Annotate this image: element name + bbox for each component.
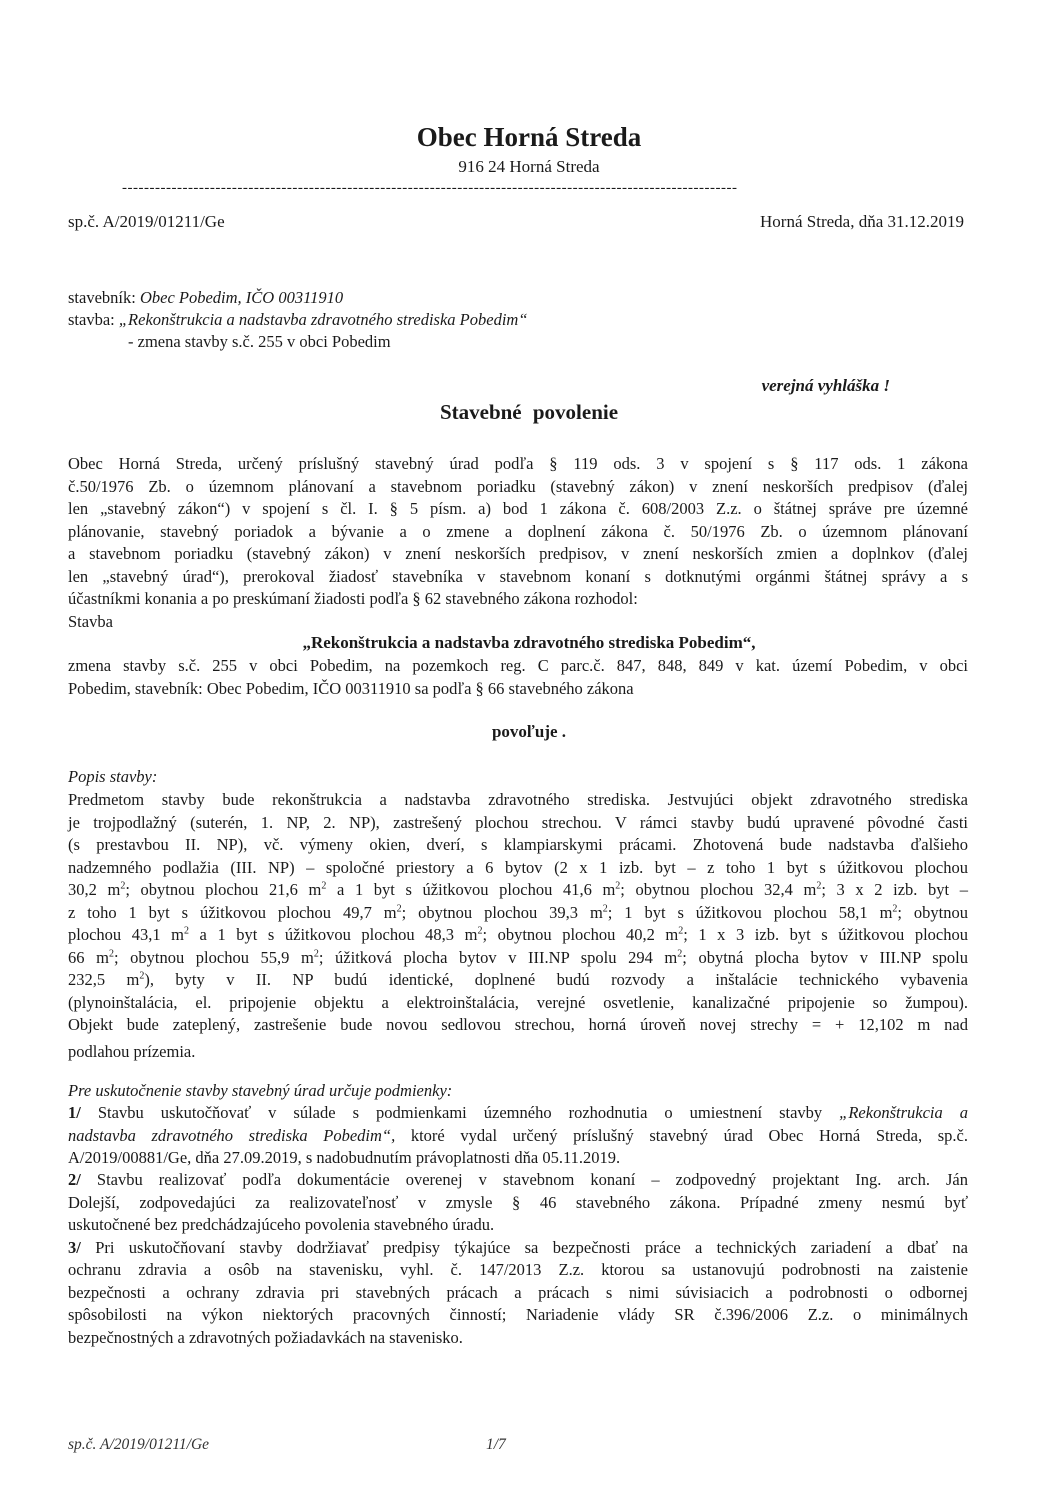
description-line-8: 66 $m^2$; obytnou plochou 55,9 $m^2$; úžitková plocha bytov v III.NP spolu 294 $m^2$; obytná plocha bytov v III.NP spolu [68,947,968,967]
public-notice: verejná vyhláška ! [761,376,890,395]
building-note: - zmena stavby s.č. 255 v obci Pobedim [128,332,391,351]
description-line-3: (s prestavbou II. NP), vč. výmeny okien, dverí, s klampiarskymi prácami. Zhotovená bude nadstavba ďalšieho [68,835,968,854]
description-line-2: je trojpodlažný (suterén, 1. NP, 2. NP), zastrešený plochou strechou. V rámci stavby budú upravené pôvodné časti [68,812,968,832]
condition-3-line-5: bezpečnostných a zdravotných požiadavkách na stavenisko. [68,1328,463,1347]
description-heading: Popis stavby: [68,767,158,786]
condition-2-line-3: uskutočnené bez predchádzajúceho povolenia stavebného úradu. [68,1215,495,1234]
footer-page-number: 1/7 [486,1436,506,1453]
description-line-9: 232,5 $m^2$), byty v II. NP budú identické, doplnené budú rozvody a inštalácie technického vybavenia [68,970,968,989]
condition-3-number: 3/ [68,1238,81,1257]
reference-number: sp.č. A/2019/01211/Ge [68,212,225,231]
building-line [68,310,528,330]
intro-line-1: Obec Horná Streda, určený príslušný stavebný úrad podľa § 119 ods. 3 v spojení s § 117 ods. 1 zákona [68,454,968,473]
document-heading: Stavebné povolenie [439,400,619,424]
description-line-11: Objekt bude zateplený, zastrešenie bude novou sedlovou strechou, horná úroveň novej strechy = + 12,102 m nad [68,1015,968,1034]
condition-2-line-1 [68,1170,968,1190]
description-line-1: Predmetom stavby bude rekonštrukcia a nadstavba zdravotného strediska. Jestvujúci objekt zdravotného strediska [68,790,968,809]
description-line-10: (plynoinštalácia, el. pripojenie objektu a elektroinštalácia, verejné osvetlenie, kanalizačné pripojenie so žumpou). [68,992,968,1012]
municipality-address: 916 24 Horná Streda [458,157,600,176]
building-value: „Rekonštrukcia a nadstavba zdravotného strediska Pobedim“ [118,310,528,329]
intro-line-5: a stavebnom poriadku (stavebný zákon) v znení neskorších predpisov, v znení neskorších zmien a doplnkov (ďalej [68,544,968,563]
project-name: „Rekonštrukcia a nadstavba zdravotného strediska Pobedim“, [302,633,756,652]
condition-1-project-b: nadstavba zdravotného strediska Pobedim“, [68,1126,396,1145]
intro-line-2: č.50/1976 Zb. o územnom plánovaní a stavebnom poriadku (stavebný zákon) v znení neskorších predpisov (ďalej [68,476,968,496]
building-label: stavba: [68,310,119,329]
project-line-1: zmena stavby s.č. 255 v obci Pobedim, na pozemkoch reg. C parc.č. 847, 848, 849 v kat. území Pobedim, v obci [68,656,968,675]
condition-1-text-a: Stavbu uskutočňovať v súlade s podmienkami územného rozhodnutia o umiestnení stavby [80,1103,840,1122]
description-last-line: podlahou prízemia. [68,1042,196,1061]
condition-3-line-2: ochranu zdravia a osôb na stavenisku, vyhl. č. 147/2013 Z.z. ktorou sa ustanovujú podrobnosti na zaistenie [68,1260,968,1279]
condition-1-project-a: „Rekonštrukcia a [839,1103,968,1122]
condition-3-line-4: spôsobilosti na výkon niektorých pracovných činností; Nariadenie vlády SR č.396/2006 Z.z. o minimálnych [68,1305,968,1324]
condition-1-line-1 [68,1103,968,1123]
condition-2-number: 2/ [68,1170,81,1189]
builder-label: stavebník: [68,288,140,307]
description-line-4: nadzemného podlažia (III. NP) – spoločné priestory a 6 bytov (2 x 1 izb. byt – z toho 1 byt s úžitkovou plochou [68,857,968,877]
condition-3-line-3: bezpečnosti a ochrany zdravia pri stavebných prácach a prácach s nimi súvisiacich a podrobnosti o odbornej [68,1283,968,1302]
description-line-5: 30,2 $m^2$; obytnou plochou 21,6 $m^2$ a 1 byt s úžitkovou plochou 41,6 $m^2$; obytnou plochou 32,4 $m^2$; 3 x 2 izb. byt – [68,880,968,899]
footer-reference: sp.č. A/2019/01211/Ge [68,1436,210,1453]
description-line-7: plochou 43,1 $m^2$ a 1 byt s úžitkovou plochou 48,3 $m^2$; obytnou plochou 40,2 $m^2$; 1 x 3 izb. byt s úžitkovou plochou [68,925,968,944]
intro-line-4: plánovanie, stavebný poriadok a bývanie a o zmene a doplnení zákona č. 50/1976 Zb. o územnom plánovaní [68,521,968,541]
project-line-2: Pobedim, stavebník: Obec Pobedim, IČO 00311910 sa podľa § 66 stavebného zákona [68,679,634,698]
condition-1-text-b: ktoré vydal určený príslušný stavebný úrad Obec Horná Streda, sp.č. [395,1126,969,1145]
intro-line-7: účastníkmi konania a po preskúmaní žiadosti podľa § 62 stavebného zákona rozhodol: [68,589,638,608]
condition-1-line-2 [68,1126,968,1146]
condition-1-line-3: A/2019/00881/Ge, dňa 27.09.2019, s nadobudnutím právoplatnosti dňa 05.11.2019. [68,1148,621,1167]
builder-line [68,288,343,308]
municipality-title: Obec Horná Streda [416,122,642,152]
condition-3-line-1 [68,1238,968,1258]
condition-1-number: 1/ [68,1103,81,1122]
header-separator: ---------------------------------------------------------------------------------------------------------------- [122,180,738,196]
decision-text: povoľuje . [491,722,567,741]
place-date: Horná Streda, dňa 31.12.2019 [760,212,964,231]
conditions-heading: Pre uskutočnenie stavby stavebný úrad určuje podmienky: [68,1081,453,1100]
condition-3-text-a: Pri uskutočňovaní stavby dodržiavať predpisy týkajúce sa bezpečnosti práce a technických zariadení a dbať na [80,1238,968,1257]
builder-value: Obec Pobedim, IČO 00311910 [139,288,344,307]
intro-line-3: len „stavebný zákon“) v spojení s čl. I. § 5 písm. a) bod 1 zákona č. 608/2003 Z.z. o štátnej správe pre územné [68,499,968,518]
stavba-label: Stavba [68,612,113,631]
condition-2-line-2: Dolejší, zodpovedajúci za realizovateľnosť v zmysle § 46 stavebného zákona. Prípadné zmeny nesmú byť [68,1193,968,1212]
description-line-6: z toho 1 byt s úžitkovou plochou 49,7 $m^2$; obytnou plochou 39,3 $m^2$; 1 byt s úžitkovou plochou 58,1 $m^2$; obytnou [68,902,968,922]
condition-2-text-a: Stavbu realizovať podľa dokumentácie overenej v stavebnom konaní – zodpovedný projektant Ing. arch. Ján [80,1170,968,1189]
intro-line-6: len „stavebný úrad“), prerokoval žiadosť stavebníka v stavebnom konaní s dotknutými orgánmi štátnej správy a s [68,566,968,586]
